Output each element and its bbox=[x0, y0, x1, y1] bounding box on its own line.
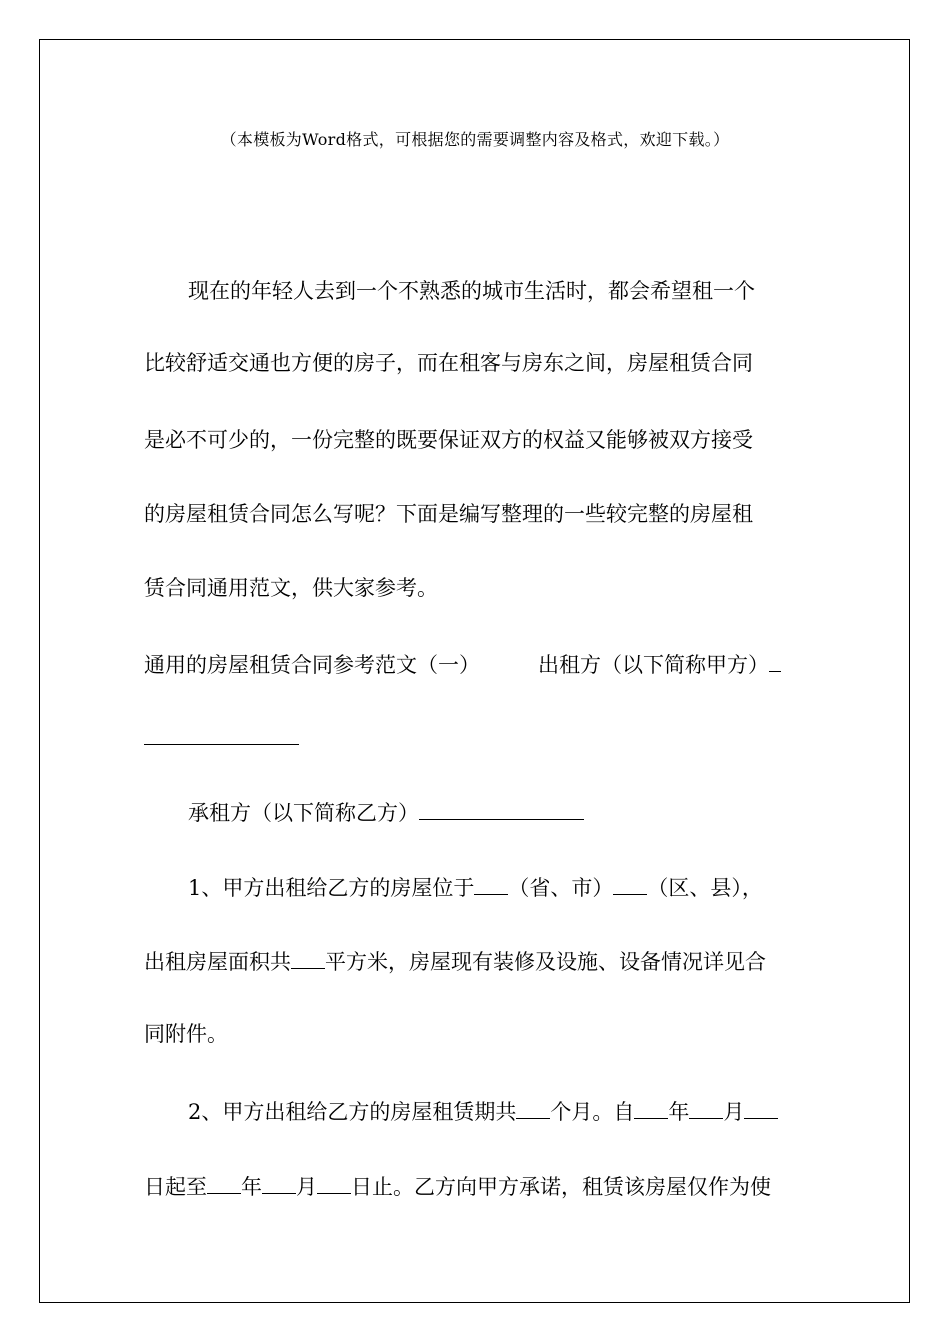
end-month-blank bbox=[262, 1172, 296, 1194]
intro-line-1: 现在的年轻人去到一个不熟悉的城市生活时，都会希望租一个 bbox=[188, 279, 755, 303]
clause1-line-3: 同附件。 bbox=[144, 1022, 228, 1046]
lessor-blank bbox=[144, 723, 299, 745]
clause1-text-4: 出租房屋面积共 bbox=[144, 950, 291, 974]
clause2-text-8: 日止。乙方向甲方承诺，租赁该房屋仅作为使 bbox=[351, 1175, 771, 1199]
intro-line-4: 的房屋租赁合同怎么写呢？下面是编写整理的一些较完整的房屋租 bbox=[144, 502, 753, 526]
months-blank bbox=[516, 1097, 550, 1119]
start-month-blank bbox=[689, 1097, 723, 1119]
clause2-text-7: 月 bbox=[296, 1175, 317, 1199]
clause1-text-2: （省、市） bbox=[508, 876, 614, 900]
start-day-blank bbox=[744, 1097, 778, 1119]
clause2-text-2: 个月。自 bbox=[550, 1100, 635, 1124]
section-title: 通用的房屋租赁合同参考范文（一） bbox=[144, 653, 480, 677]
district-blank bbox=[613, 873, 647, 895]
clause1-text-5: 平方米，房屋现有装修及设施、设备情况详见合 bbox=[325, 950, 766, 974]
clause2-text-6: 年 bbox=[241, 1175, 262, 1199]
clause2-text-1: 2、甲方出租给乙方的房屋租赁期共 bbox=[188, 1100, 517, 1124]
intro-line-5: 赁合同通用范文，供大家参考。 bbox=[144, 576, 438, 600]
intro-line-3: 是必不可少的，一份完整的既要保证双方的权益又能够被双方接受 bbox=[144, 428, 753, 452]
lessor-blank-start bbox=[769, 650, 781, 672]
clause2-text-5: 日起至 bbox=[144, 1175, 207, 1199]
clause2-line-1 bbox=[188, 1097, 778, 1125]
clause1-line-2 bbox=[144, 947, 766, 975]
clause2-text-3: 年 bbox=[668, 1100, 690, 1124]
start-year-blank bbox=[634, 1097, 668, 1119]
section-title-row bbox=[144, 650, 781, 678]
end-day-blank bbox=[317, 1172, 351, 1194]
clause1-line-1 bbox=[188, 873, 763, 901]
lessee-blank bbox=[419, 798, 584, 820]
clause1-text-1: 1、甲方出租给乙方的房屋位于 bbox=[188, 876, 475, 900]
clause1-text-3: （区、县）， bbox=[647, 876, 763, 900]
intro-line-2: 比较舒适交通也方便的房子，而在租客与房东之间，房屋租赁合同 bbox=[144, 351, 753, 375]
province-blank bbox=[474, 873, 508, 895]
lessee-row bbox=[188, 798, 584, 826]
end-year-blank bbox=[207, 1172, 241, 1194]
clause2-line-2 bbox=[144, 1172, 771, 1200]
lessee-label: 承租方（以下简称乙方） bbox=[188, 801, 419, 825]
clause2-text-4: 月 bbox=[723, 1100, 745, 1124]
area-blank bbox=[291, 947, 325, 969]
lessor-blank-row bbox=[144, 723, 299, 751]
lessor-label: 出租方（以下简称甲方） bbox=[538, 653, 769, 677]
template-note: （本模板为Word格式，可根据您的需要调整内容及格式，欢迎下载。） bbox=[220, 130, 730, 149]
